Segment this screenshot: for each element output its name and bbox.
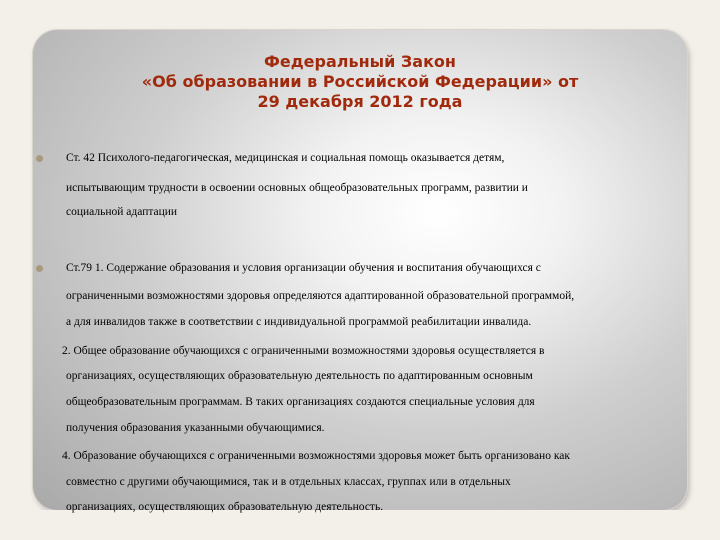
- article-79-part-2-line-3: общеобразовательным программам. В таких организациях создаются специальные условия для: [66, 396, 535, 408]
- article-79-part-2-line-2: организациях, осуществляющих образовательную деятельность по адаптированным основным: [66, 370, 533, 382]
- article-42-line-2: испытывающим трудности в освоении основных общеобразовательных программ, развитии и: [66, 182, 528, 194]
- article-79-part-4-line-1: 4. Образование обучающихся с ограниченными возможностями здоровья может быть организовано как: [62, 450, 570, 462]
- article-79-part-4-line-3: организациях, осуществляющих образовательную деятельность.: [66, 501, 384, 513]
- slide-background-top: [0, 0, 720, 30]
- article-79-line-1: Ст.79 1. Содержание образования и условия организации обучения и воспитания обучающихся с: [66, 262, 541, 274]
- bullet-marker-1: [36, 155, 43, 162]
- title-line-2: «Об образовании в Российской Федерации» от: [141, 72, 579, 91]
- title-line-3: 29 декабря 2012 года: [257, 92, 463, 111]
- article-79-part-4-line-2: совместно с другими обучающимися, так и в отдельных классах, группах или в отдельных: [66, 476, 511, 488]
- title-line-1: Федеральный Закон: [264, 52, 456, 71]
- article-79-part-2-line-4: получения образования указанными обучающимися.: [66, 422, 325, 434]
- article-79-line-3: а для инвалидов также в соответствии с индивидуальной программой реабилитации инвалида.: [66, 316, 532, 328]
- article-79-part-2-line-1: 2. Общее образование обучающихся с ограниченными возможностями здоровья осуществляется в: [62, 345, 545, 357]
- slide-title: [0, 52, 720, 112]
- article-42-line-3: социальной адаптации: [66, 206, 178, 218]
- article-79-line-2: ограниченными возможностями здоровья определяются адаптированной образовательной программой,: [66, 290, 575, 302]
- article-42-line-1: Ст. 42 Психолого-педагогическая, медицинская и социальная помощь оказывается детям,: [66, 152, 505, 164]
- slide-background-bottom: [0, 510, 720, 540]
- bullet-marker-2: [36, 265, 43, 272]
